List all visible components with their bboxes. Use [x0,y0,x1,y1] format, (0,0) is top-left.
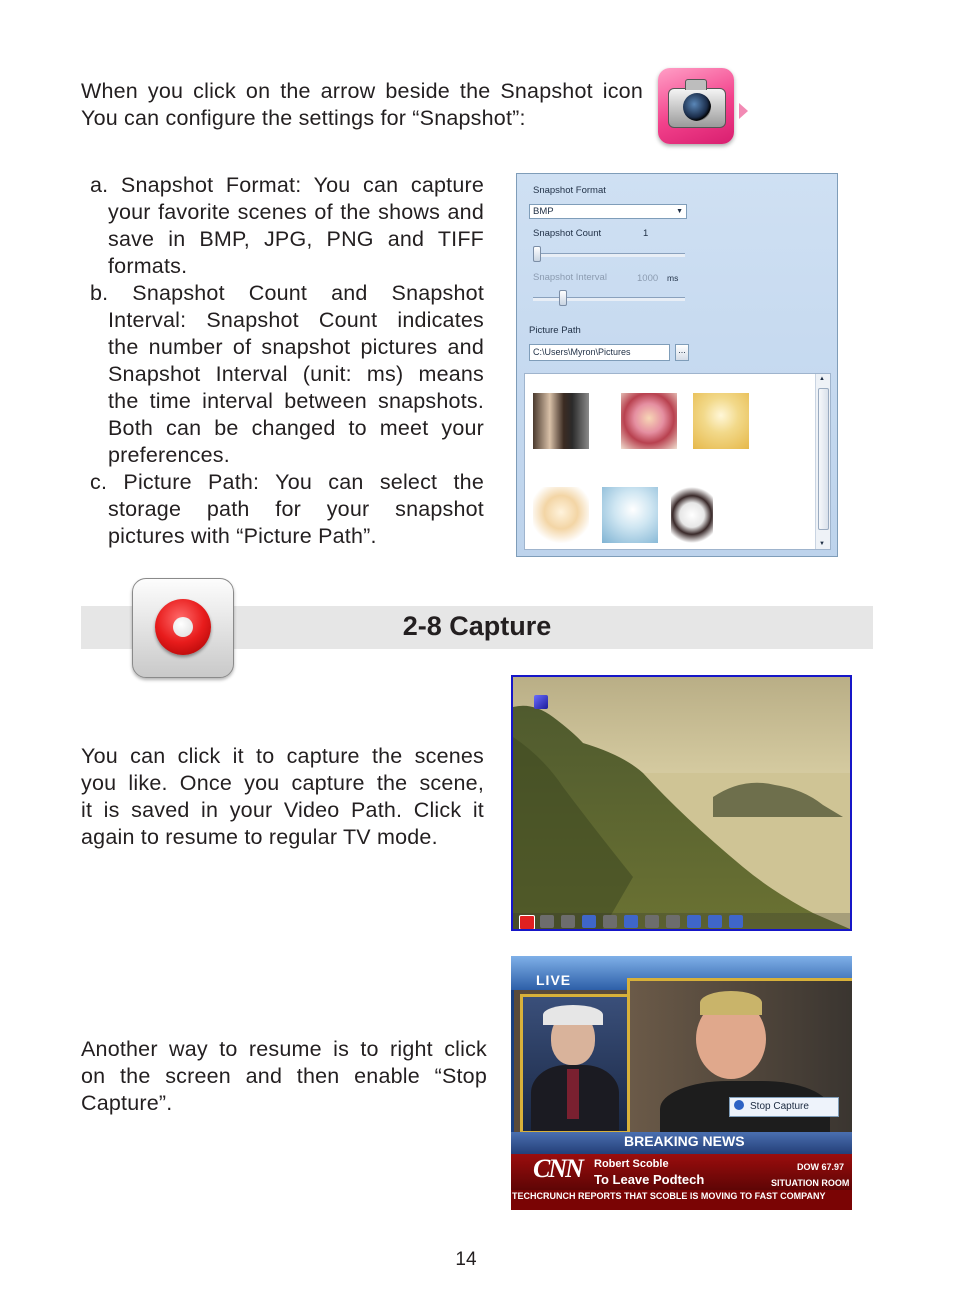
resume-line-3: Capture”. [81,1091,173,1115]
snapshot-interval-unit: ms [667,273,679,283]
snapshot-camera-icon [658,68,734,144]
capture-stop-button[interactable] [519,915,535,930]
headline-line-1: Robert Scoble [594,1158,669,1170]
option-c-line-1: c. Picture Path: You can select the [90,470,484,494]
option-b-line-3: the number of snapshot pictures and [108,335,484,359]
anchor-tie [567,1069,579,1119]
option-a-line-1: a. Snapshot Format: You can capture [90,173,484,197]
capture-paragraph [81,743,484,851]
browse-button[interactable]: ... [675,344,689,361]
breaking-news-label: BREAKING NEWS [624,1133,745,1149]
page-number: 14 [455,1249,477,1270]
headline-line-2: To Leave Podtech [594,1172,705,1187]
capture-line-1: You can click it to capture the scenes [81,744,484,768]
picture-path-label: Picture Path [529,325,581,336]
snapshot-count-value: 1 [643,228,649,239]
thumbnails-scrollbar[interactable] [815,374,830,549]
snapshot-format-select[interactable] [529,204,687,219]
intro-line-2: You can configure the settings for “Snapshot”: [81,106,526,130]
volume-up-button[interactable] [729,915,743,928]
anchor-box [520,994,630,1134]
picture-path-input[interactable]: C:\Users\Myron\Pictures [529,344,670,361]
dow-ticker: DOW 67.97 [797,1162,845,1172]
option-b-line-1: b. Snapshot Count and Snapshot [90,281,484,305]
option-b-line-7: preferences. [108,443,230,467]
tv-logo-icon [534,695,548,709]
option-b-line-5: the time interval between snapshots. [108,389,484,413]
thumbnail-anime-girl[interactable] [621,393,677,449]
stop-capture-menu-item[interactable] [729,1097,839,1117]
snapshot-format-label: Snapshot Format [533,185,606,196]
snapshot-settings-panel [516,173,838,557]
intro-line-1: When you click on the arrow beside the Snapshot icon [81,79,643,103]
resume-paragraph [81,1036,487,1117]
refresh-button[interactable] [624,915,638,928]
snapshot-count-slider-thumb[interactable] [533,246,541,262]
picture-thumbnails [524,373,831,550]
thumbnail-dark-character[interactable] [671,487,713,543]
capture-line-2: you like. Once you capture the scene, [81,771,484,795]
record-dot [173,617,193,637]
thumbnail-blonde-girl[interactable] [533,487,589,543]
anchor-hair [543,1005,603,1025]
option-b-line-6: Both can be changed to meet your [108,416,484,440]
section-title: 2-8 Capture [402,611,552,641]
option-c-line-2: storage path for your snapshot [108,497,484,521]
capture-line-3: it is saved in your Video Path. Click it [81,798,484,822]
capture-line-4: again to resume to regular TV mode. [81,825,438,849]
option-b-line-4: Snapshot Interval (unit: ms) means [108,362,484,386]
capture-scene-screenshot [511,675,852,931]
volume-button[interactable] [687,915,701,928]
resume-line-1: Another way to resume is to right click [81,1037,487,1061]
snapshot-interval-value: 1000 [637,273,659,284]
camera-lens [683,93,711,121]
option-a-line-4: formats. [108,254,188,278]
thumbnail-blue-girl[interactable] [602,487,658,543]
snapshot-count-label: Snapshot Count [533,228,602,239]
scroll-up-icon[interactable]: ▲ [819,376,825,382]
channel-up-button[interactable] [666,915,680,928]
thumbnail-chibi[interactable] [693,393,749,449]
volume-down-button[interactable] [708,915,722,928]
stop-capture-icon [734,1100,744,1110]
show-name: SITUATION ROOM [771,1178,850,1188]
record-button[interactable] [561,915,575,928]
intro-paragraph [81,78,643,132]
live-badge: LIVE [536,972,572,988]
scrollbar-thumb[interactable] [818,388,829,530]
option-c-line-3: pictures with “Picture Path”. [108,524,377,548]
thumbnail-photo[interactable] [533,393,589,449]
snapshot-options-list [90,172,484,550]
news-screenshot [511,956,852,1210]
snapshot-interval-slider[interactable] [533,297,685,301]
resume-line-2: on the screen and then enable “Stop [81,1064,487,1088]
channel-down-button[interactable] [645,915,659,928]
snapshot-button[interactable] [540,915,554,928]
camera-body [668,88,726,128]
snapshot-interval-label: Snapshot Interval [533,272,607,283]
settings-button[interactable] [603,915,617,928]
scene-landscape [513,677,850,929]
snapshot-interval-slider-thumb[interactable] [559,290,567,306]
snapshot-count-slider[interactable] [533,253,685,257]
option-a-line-3: save in BMP, JPG, PNG and TIFF [108,227,484,251]
ticker-text: TECHCRUNCH REPORTS THAT SCOBLE IS MOVING TO FAST COMPANY [512,1191,826,1201]
scroll-down-icon[interactable]: ▼ [819,541,825,547]
record-ring [155,599,211,655]
option-b-line-2: Interval: Snapshot Count indicates [108,308,484,332]
capture-record-icon [132,578,234,678]
stop-capture-label: Stop Capture [750,1101,809,1112]
network-logo: CNN [533,1154,582,1183]
playback-button[interactable] [582,915,596,928]
option-a-line-2: your favorite scenes of the shows and [108,200,484,224]
snapshot-format-value: BMP [533,206,554,217]
snapshot-arrow-icon [739,103,748,119]
guest-hair [700,991,762,1015]
chevron-down-icon: ▼ [676,208,683,215]
